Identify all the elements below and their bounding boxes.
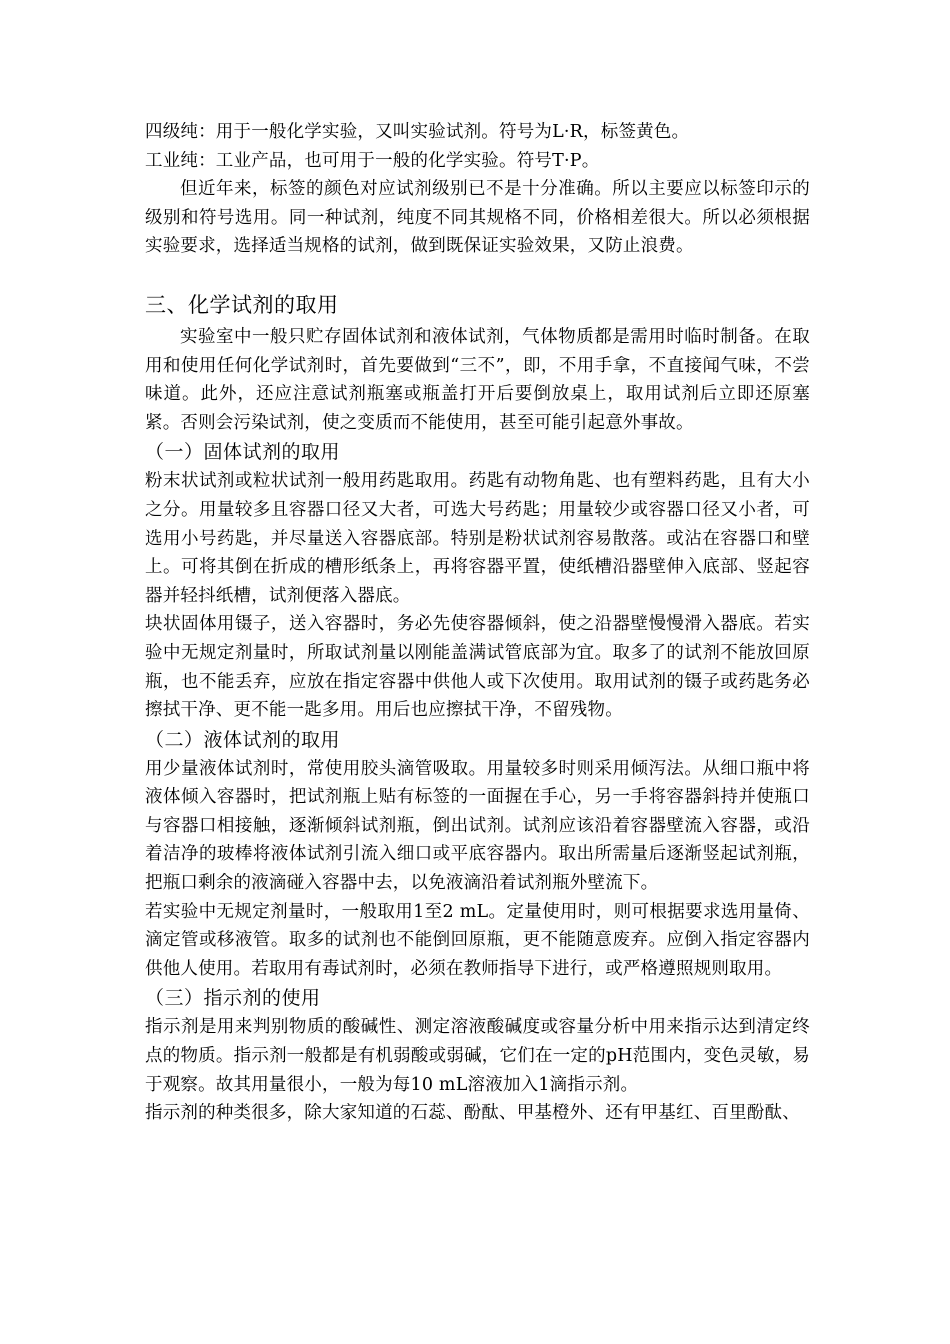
- paragraph-industrial-grade: 工业纯：工业产品，也可用于一般的化学实验。符号T·P。: [145, 150, 600, 171]
- paragraph-solid-powder: 粉末状试剂或粒状试剂一般用药匙取用。药匙有动物角匙、也有塑料药匙，且有大小之分。用量较多且容器口径又大者，可选大号药匙；用量较少或容器口径又小者，可选用小号药匙，并尽量送入容器底部。特别是粉状试剂容易散落。或沾在容器口和壁上。可将其倒在折成的槽形纸条上，再将容器平置，使纸槽沿器壁伸入底部、竖起容器并轻抖纸槽，试剂便落入器底。: [145, 471, 810, 606]
- subsection-title-liquid-reagents: （二）液体试剂的取用: [145, 728, 341, 751]
- section-spacer: [145, 261, 810, 287]
- subsection-title-solid-reagents: （一）固体试剂的取用: [145, 441, 341, 464]
- paragraph-liquid-quantity: 若实验中无规定剂量时，一般取用1至2 mL。定量使用时，则可根据要求选用量倚、滴定管或移液管。取多的试剂也不能倒回原瓶，更不能随意废弃。应倒入指定容器内供他人使用。若取用有毒试剂时，必须在教师指导下进行，或严格遵照规则取用。: [145, 901, 810, 979]
- paragraph-solid-block: 块状固体用镊子，送入容器时，务必先使容器倾斜，使之沿器壁慢慢滑入器底。若实验中无规定剂量时，所取试剂量以刚能盖满试管底部为宜。取多了的试剂不能放回原瓶，也不能丢弃，应放在指定容器中供他人或下次使用。取用试剂的镊子或药匙务必擦拭干净、更不能一匙多用。用后也应擦拭干净，不留残物。: [145, 614, 810, 721]
- paragraph-label-color-note: 但近年来，标签的颜色对应试剂级别已不是十分准确。所以主要应以标签印示的级别和符号选用。同一种试剂，纯度不同其规格不同，价格相差很大。所以必须根据实验要求，选择适当规格的试剂，做到既保证实验效果，又防止浪费。: [145, 179, 810, 257]
- subsection-title-indicators: （三）指示剂的使用: [145, 987, 321, 1010]
- section-title-reagent-handling: 三、化学试剂的取用: [145, 292, 339, 317]
- paragraph-liquid-pouring: 用少量液体试剂时，常使用胶头滴管吸取。用量较多时则采用倾泻法。从细口瓶中将液体倾入容器时，把试剂瓶上贴有标签的一面握在手心，另一手将容器斜持并使瓶口与容器口相接触，逐渐倾斜试剂瓶，倒出试剂。试剂应该沿着容器壁流入容器，或沿着洁净的玻棒将液体试剂引流入细口或平底容器内。取出所需量后逐渐竖起试剂瓶，把瓶口剩余的液滴碰入容器中去，以免液滴沿着试剂瓶外壁流下。: [145, 758, 810, 894]
- paragraph-indicator-types: 指示剂的种类很多，除大家知道的石蕊、酚酞、甲基橙外、还有甲基红、百里酚酞、: [145, 1103, 800, 1124]
- paragraph-section-intro: 实验室中一般只贮存固体试剂和液体试剂，气体物质都是需用时临时制备。在取用和使用任何化学试剂时，首先要做到“三不”，即，不用手拿，不直接闻气味，不尝味道。此外，还应注意试剂瓶塞或瓶盖打开后要倒放桌上，取用试剂后立即还原塞紧。否则会污染试剂，使之变质而不能使用，甚至可能引起意外事故。: [145, 326, 810, 433]
- document-page: [145, 118, 810, 1128]
- paragraph-indicator-definition: 指示剂是用来判别物质的酸碱性、测定溶液酸碱度或容量分析中用来指示达到清定终点的物质。指示剂一般都是有机弱酸或弱碱，它们在一定的pH范围内，变色灵敏，易于观察。故其用量很小，一般为每10 mL溶液加入1滴指示剂。: [145, 1017, 810, 1095]
- paragraph-grade-four: 四级纯：用于一般化学实验，又叫实验试剂。符号为L·R，标签黄色。: [145, 122, 690, 142]
